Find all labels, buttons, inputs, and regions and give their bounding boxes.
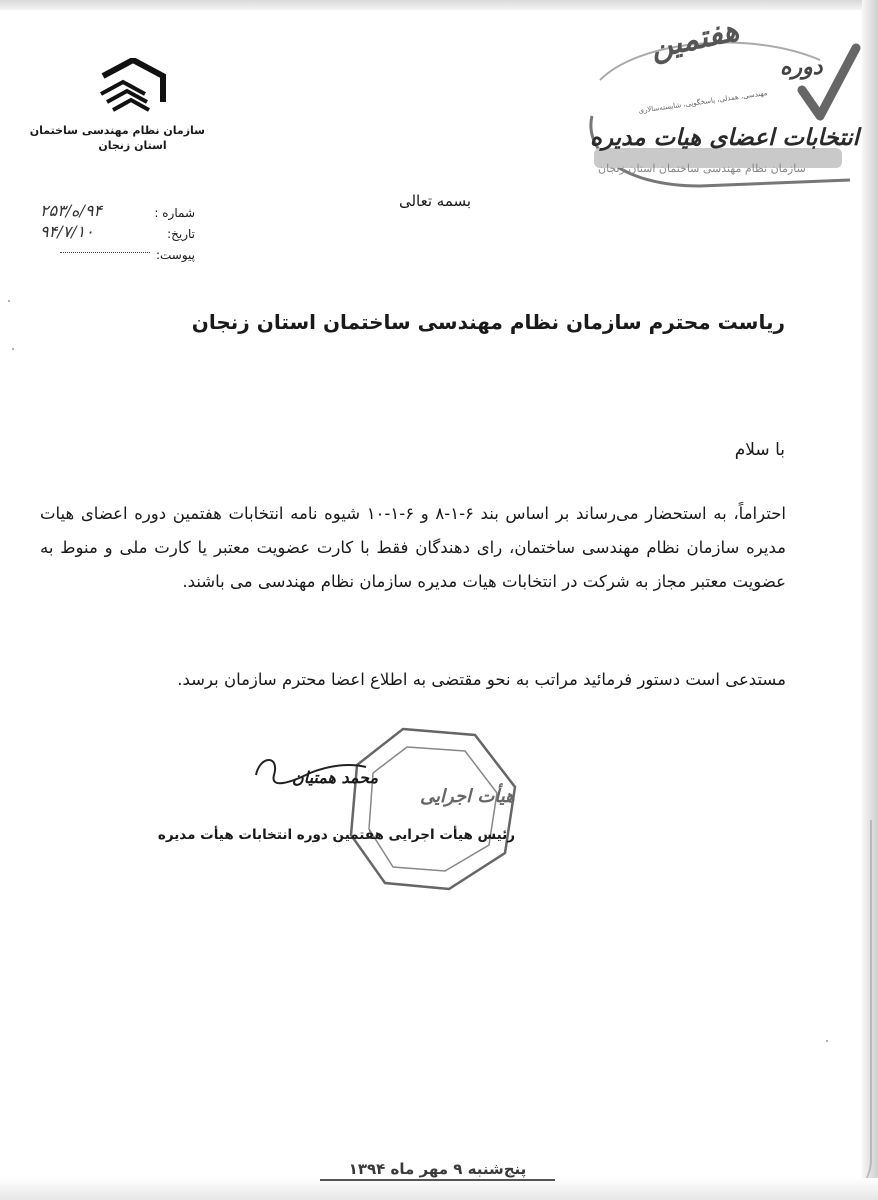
reference-attachment-row (40, 248, 195, 269)
signer-title: رئیس هیأت اجرایی هفتمین دوره انتخابات هیأت مدیره (157, 827, 515, 843)
request-line: مستدعی است دستور فرمائید مراتب به نحو مقتضی به اطلاع اعضا محترم سازمان برسد. (177, 670, 786, 689)
emblem-seventh: هفتمین (647, 13, 742, 66)
scan-speck (12, 348, 14, 350)
scan-speck (826, 1040, 828, 1042)
number-label: شماره : (154, 206, 195, 220)
body-paragraph: احتراماً، به استحضار می‌رساند بر اساس بند ۶-۱-۸ و ۶-۱-۱۰ شیوه نامه انتخابات هفتمین دوره اعضای هیات مدیره سازمان نظام مهندسی ساختمان، رای دهندگان فقط با کارت عضویت معتبر یا کارت ملی و منوط به عضویت معتبر مجاز به شرکت در انتخابات هیات مدیره سازمان نظام مهندسی می باشند. (40, 504, 786, 591)
page-curl (830, 820, 872, 1200)
letter-body (40, 497, 786, 599)
emblem-subtitle: سازمان نظام مهندسی ساختمان استان زنجان (598, 162, 806, 175)
org-province: استان زنجان (98, 139, 167, 152)
reference-date-row (40, 222, 195, 248)
attachment-dotted-line (60, 252, 150, 253)
building-logo-icon (93, 58, 173, 118)
reference-block (40, 201, 195, 269)
org-name: سازمان نظام مهندسی ساختمان (29, 124, 205, 137)
emblem-period: دوره (780, 54, 823, 80)
signer-name: محمد همتیان (291, 768, 379, 787)
emblem-title: انتخابات اعضای هیات مدیره (590, 124, 860, 151)
addressee: ریاست محترم سازمان نظام مهندسی ساختمان استان زنجان (191, 310, 785, 334)
org-logo (29, 58, 205, 152)
scan-top-edge (0, 0, 878, 10)
footer-date-stamp: پنج‌شنبه ۹ مهر ماه ۱۳۹۴ (320, 1160, 555, 1181)
basmala: بسمه تعالی (398, 192, 472, 210)
date-value: ۹۴/۷/۱۰ (40, 222, 94, 241)
greeting: با سلام (734, 440, 785, 460)
stamp-title: هیأت اجرایی (420, 786, 515, 807)
emblem-small-text: مهندسی، همدلی، پاسخگویی، شایسته‌سالاری (638, 88, 768, 116)
date-label: تاریخ: (167, 227, 195, 241)
election-emblem (580, 13, 862, 192)
octagonal-stamp-icon (345, 725, 520, 895)
scan-speck (8, 300, 10, 302)
scan-bottom-edge (0, 1178, 878, 1200)
number-value: ۹۴/ه/۲۵۳ (40, 201, 103, 220)
attachment-label: پیوست: (155, 248, 195, 262)
